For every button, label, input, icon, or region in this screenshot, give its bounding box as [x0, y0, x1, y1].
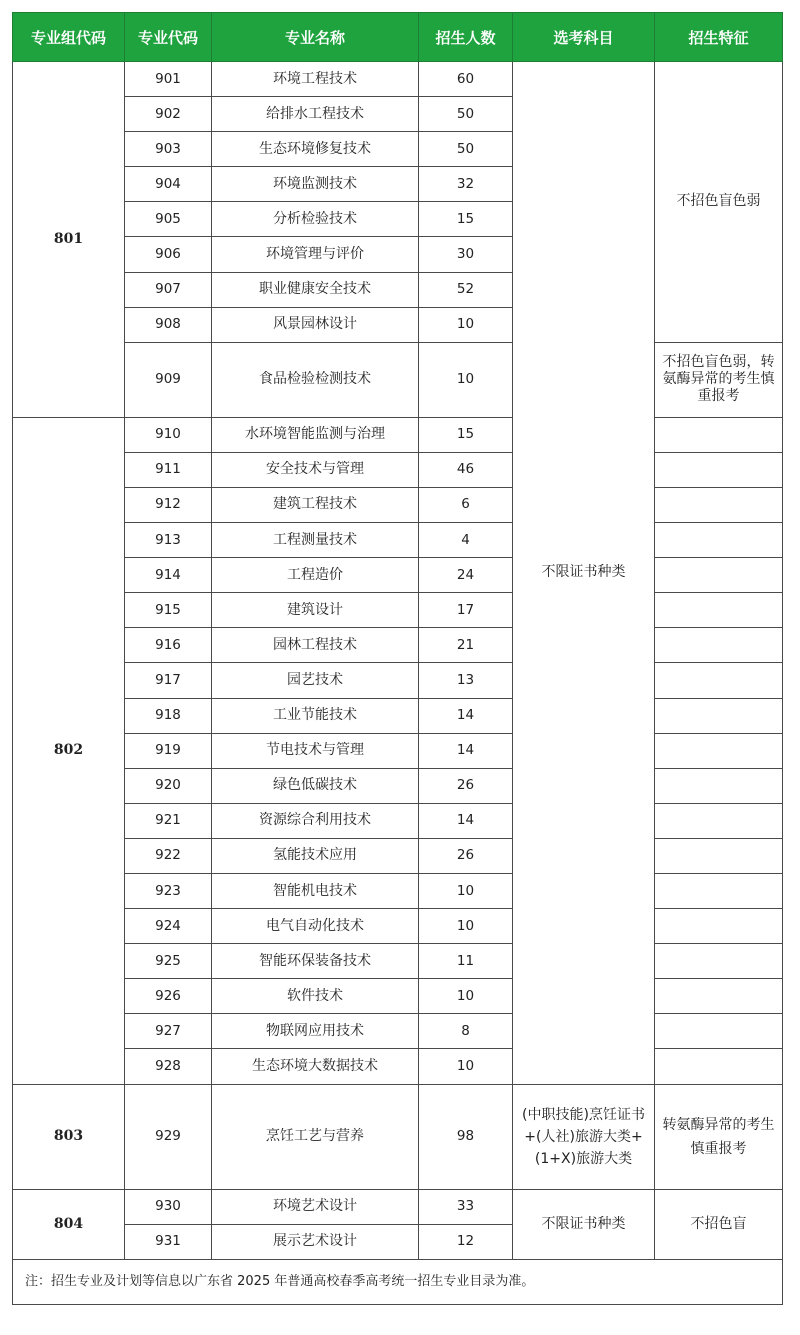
note-row — [13, 1259, 783, 1304]
enrollment-count: 24 — [419, 558, 513, 593]
major-name: 工程造价 — [212, 558, 419, 593]
table-row — [13, 838, 783, 873]
feature-empty — [655, 803, 783, 838]
feature-empty — [655, 979, 783, 1014]
major-code: 914 — [125, 558, 212, 593]
enrollment-count: 11 — [419, 944, 513, 979]
subjects-803: (中职技能)烹饪证书+(人社)旅游大类+(1+X)旅游大类 — [513, 1084, 655, 1189]
enrollment-count: 10 — [419, 342, 513, 417]
table-row — [13, 873, 783, 908]
table-row — [13, 803, 783, 838]
enrollment-count: 26 — [419, 838, 513, 873]
major-code: 930 — [125, 1189, 212, 1224]
major-name: 食品检验检测技术 — [212, 342, 419, 417]
major-name: 电气自动化技术 — [212, 909, 419, 944]
table-row — [13, 733, 783, 768]
table-row — [13, 342, 783, 417]
major-name: 给排水工程技术 — [212, 97, 419, 132]
major-name: 职业健康安全技术 — [212, 272, 419, 307]
enrollment-count: 13 — [419, 663, 513, 698]
major-code: 902 — [125, 97, 212, 132]
major-code: 912 — [125, 487, 212, 522]
major-name: 烹饪工艺与营养 — [212, 1084, 419, 1189]
feature-empty — [655, 873, 783, 908]
admission-table-container — [12, 12, 782, 1305]
feature-901-908: 不招色盲色弱 — [655, 62, 783, 343]
major-name: 生态环境修复技术 — [212, 132, 419, 167]
table-row — [13, 979, 783, 1014]
major-code: 907 — [125, 272, 212, 307]
major-name: 生态环境大数据技术 — [212, 1049, 419, 1084]
major-code: 922 — [125, 838, 212, 873]
major-code: 919 — [125, 733, 212, 768]
feature-empty — [655, 452, 783, 487]
feature-empty — [655, 698, 783, 733]
enrollment-count: 98 — [419, 1084, 513, 1189]
group-code-803: 803 — [13, 1084, 125, 1189]
table-row — [13, 909, 783, 944]
major-name: 园林工程技术 — [212, 628, 419, 663]
feature-empty — [655, 523, 783, 558]
table-row — [13, 62, 783, 97]
table-row — [13, 452, 783, 487]
major-name: 环境管理与评价 — [212, 237, 419, 272]
major-code: 931 — [125, 1224, 212, 1259]
header-enrollment: 招生人数 — [419, 13, 513, 62]
feature-empty — [655, 487, 783, 522]
table-row — [13, 487, 783, 522]
header-major-name: 专业名称 — [212, 13, 419, 62]
table-row — [13, 628, 783, 663]
enrollment-count: 6 — [419, 487, 513, 522]
header-major-code: 专业代码 — [125, 13, 212, 62]
subjects-main: 不限证书种类 — [513, 62, 655, 1085]
major-code: 910 — [125, 417, 212, 452]
table-row — [13, 698, 783, 733]
feature-empty — [655, 768, 783, 803]
major-code: 924 — [125, 909, 212, 944]
major-code: 906 — [125, 237, 212, 272]
major-code: 925 — [125, 944, 212, 979]
major-code: 909 — [125, 342, 212, 417]
enrollment-count: 14 — [419, 803, 513, 838]
major-code: 918 — [125, 698, 212, 733]
feature-empty — [655, 1014, 783, 1049]
major-code: 917 — [125, 663, 212, 698]
major-code: 901 — [125, 62, 212, 97]
table-row — [13, 1014, 783, 1049]
major-name: 风景园林设计 — [212, 307, 419, 342]
major-name: 软件技术 — [212, 979, 419, 1014]
major-code: 929 — [125, 1084, 212, 1189]
feature-909: 不招色盲色弱，转氨酶异常的考生慎重报考 — [655, 342, 783, 417]
enrollment-count: 12 — [419, 1224, 513, 1259]
enrollment-count: 4 — [419, 523, 513, 558]
major-name: 物联网应用技术 — [212, 1014, 419, 1049]
group-code-801: 801 — [13, 62, 125, 418]
feature-empty — [655, 593, 783, 628]
major-code: 928 — [125, 1049, 212, 1084]
major-code: 915 — [125, 593, 212, 628]
feature-929: 转氨酶异常的考生慎重报考 — [655, 1084, 783, 1189]
major-code: 903 — [125, 132, 212, 167]
table-row — [13, 417, 783, 452]
enrollment-count: 60 — [419, 62, 513, 97]
table-row — [13, 944, 783, 979]
header-features: 招生特征 — [655, 13, 783, 62]
enrollment-count: 33 — [419, 1189, 513, 1224]
feature-empty — [655, 909, 783, 944]
feature-empty — [655, 944, 783, 979]
major-name: 安全技术与管理 — [212, 452, 419, 487]
enrollment-count: 50 — [419, 97, 513, 132]
feature-empty — [655, 628, 783, 663]
major-name: 氢能技术应用 — [212, 838, 419, 873]
enrollment-count: 10 — [419, 1049, 513, 1084]
feature-empty — [655, 838, 783, 873]
major-name: 展示艺术设计 — [212, 1224, 419, 1259]
major-code: 905 — [125, 202, 212, 237]
major-code: 923 — [125, 873, 212, 908]
enrollment-count: 52 — [419, 272, 513, 307]
table-row — [13, 663, 783, 698]
major-name: 水环境智能监测与治理 — [212, 417, 419, 452]
table-row — [13, 1049, 783, 1084]
enrollment-count: 32 — [419, 167, 513, 202]
table-row — [13, 1084, 783, 1189]
header-subjects: 选考科目 — [513, 13, 655, 62]
major-code: 921 — [125, 803, 212, 838]
enrollment-count: 26 — [419, 768, 513, 803]
group-code-804: 804 — [13, 1189, 125, 1259]
feature-empty — [655, 417, 783, 452]
major-name: 环境工程技术 — [212, 62, 419, 97]
major-name: 节电技术与管理 — [212, 733, 419, 768]
enrollment-count: 14 — [419, 733, 513, 768]
table-header-row — [13, 13, 783, 62]
feature-empty — [655, 733, 783, 768]
enrollment-count: 50 — [419, 132, 513, 167]
major-name: 园艺技术 — [212, 663, 419, 698]
major-name: 资源综合利用技术 — [212, 803, 419, 838]
admission-plan-table — [12, 12, 783, 1305]
major-code: 911 — [125, 452, 212, 487]
feature-930-931: 不招色盲 — [655, 1189, 783, 1259]
table-row — [13, 1189, 783, 1224]
major-name: 建筑设计 — [212, 593, 419, 628]
feature-empty — [655, 663, 783, 698]
enrollment-count: 46 — [419, 452, 513, 487]
enrollment-count: 10 — [419, 909, 513, 944]
table-row — [13, 593, 783, 628]
major-name: 建筑工程技术 — [212, 487, 419, 522]
enrollment-count: 10 — [419, 307, 513, 342]
major-code: 927 — [125, 1014, 212, 1049]
enrollment-count: 17 — [419, 593, 513, 628]
major-name: 工业节能技术 — [212, 698, 419, 733]
enrollment-count: 30 — [419, 237, 513, 272]
table-row — [13, 768, 783, 803]
table-row — [13, 558, 783, 593]
enrollment-count: 10 — [419, 979, 513, 1014]
major-code: 916 — [125, 628, 212, 663]
major-name: 工程测量技术 — [212, 523, 419, 558]
table-row — [13, 523, 783, 558]
footnote: 注：招生专业及计划等信息以广东省 2025 年普通高校春季高考统一招生专业目录为准。 — [13, 1259, 783, 1304]
major-name: 绿色低碳技术 — [212, 768, 419, 803]
major-name: 分析检验技术 — [212, 202, 419, 237]
enrollment-count: 15 — [419, 417, 513, 452]
enrollment-count: 15 — [419, 202, 513, 237]
enrollment-count: 10 — [419, 873, 513, 908]
major-name: 环境艺术设计 — [212, 1189, 419, 1224]
feature-empty — [655, 558, 783, 593]
major-code: 920 — [125, 768, 212, 803]
major-code: 904 — [125, 167, 212, 202]
enrollment-count: 14 — [419, 698, 513, 733]
enrollment-count: 8 — [419, 1014, 513, 1049]
group-code-802: 802 — [13, 417, 125, 1084]
major-name: 智能机电技术 — [212, 873, 419, 908]
header-group-code: 专业组代码 — [13, 13, 125, 62]
major-code: 908 — [125, 307, 212, 342]
major-name: 智能环保装备技术 — [212, 944, 419, 979]
major-code: 913 — [125, 523, 212, 558]
feature-empty — [655, 1049, 783, 1084]
subjects-804: 不限证书种类 — [513, 1189, 655, 1259]
major-name: 环境监测技术 — [212, 167, 419, 202]
major-code: 926 — [125, 979, 212, 1014]
enrollment-count: 21 — [419, 628, 513, 663]
